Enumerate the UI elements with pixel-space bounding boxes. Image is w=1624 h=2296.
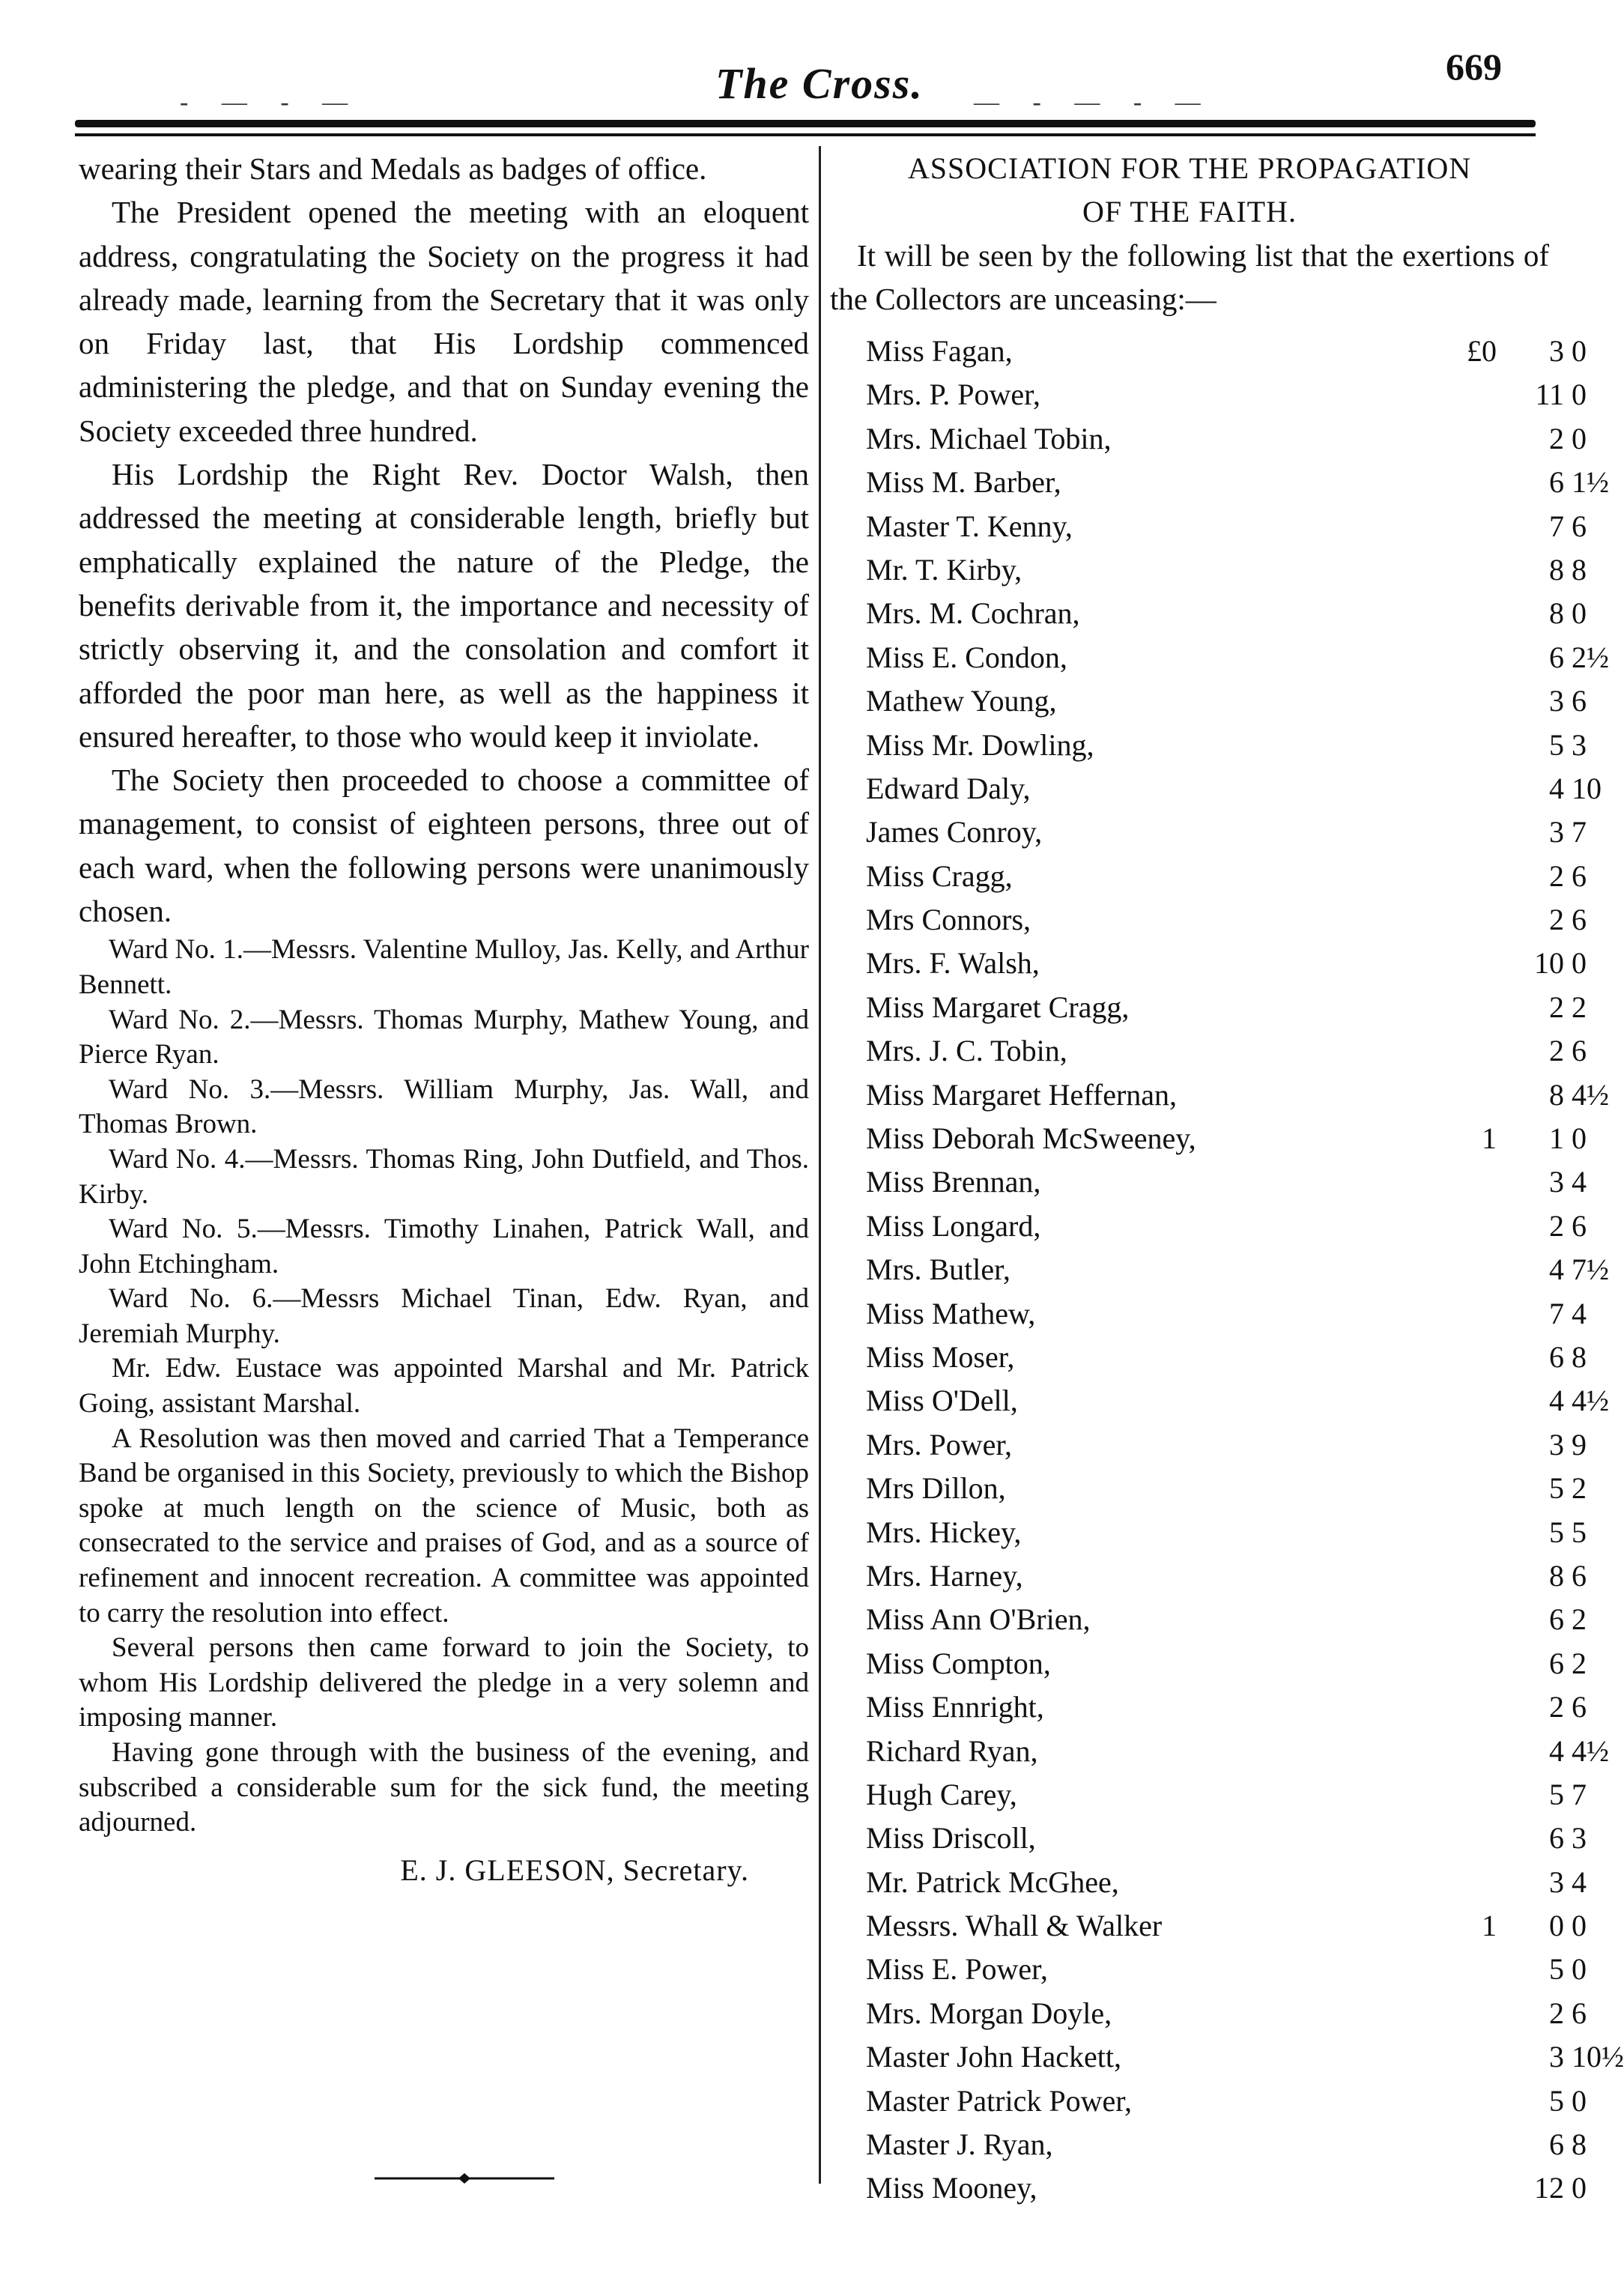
- donor-shillings: 3: [1549, 684, 1564, 718]
- donor-shillings: 5: [1549, 727, 1564, 762]
- donor-name: Mathew Young,: [866, 684, 1057, 718]
- donor-name: Mrs. Butler,: [866, 1252, 1011, 1287]
- donor-shillings: 4: [1549, 771, 1564, 805]
- donor-name: Mrs. F. Walsh,: [866, 946, 1040, 981]
- donor-row: [830, 636, 1609, 679]
- donor-name: Mrs. Morgan Doyle,: [866, 1996, 1112, 2030]
- donor-name: Miss Brennan,: [866, 1165, 1041, 1199]
- association-intro: It will be seen by the following list that the exertions of the Collectors are unceasing:—: [830, 238, 1549, 316]
- donor-shillings: 4: [1549, 1252, 1564, 1287]
- donor-shillings: 3: [1549, 815, 1564, 849]
- ward-committee: Ward No. 4.—Messrs. Thomas Ring, John Dutfield, and Thos. Kirby.: [79, 1143, 809, 1210]
- donor-shillings: 2: [1549, 1690, 1564, 1724]
- donor-shillings: 6: [1549, 1339, 1564, 1374]
- donor-pence: 1½: [1572, 465, 1609, 500]
- donor-pounds: 1: [1482, 1909, 1497, 1943]
- donor-shillings: 8: [1549, 1077, 1564, 1112]
- donor-row: [830, 1904, 1587, 1948]
- donor-name: Mr. T. Kirby,: [866, 552, 1022, 587]
- donor-shillings: 8: [1549, 552, 1564, 587]
- ward-committee: Ward No. 5.—Messrs. Timothy Linahen, Patrick Wall, and John Etchingham.: [79, 1214, 809, 1279]
- donor-name: Miss O'Dell,: [866, 1384, 1018, 1418]
- donor-shillings: 3: [1549, 1427, 1564, 1461]
- donor-name: Miss Ennright,: [866, 1690, 1044, 1724]
- article-paragraph: Several persons then came forward to join the Society, to whom His Lordship delivered the pledge in a very solemn and imposing manner.: [79, 1632, 809, 1733]
- donor-name: Miss Longard,: [866, 1208, 1041, 1243]
- donor-pounds: 1: [1482, 1121, 1497, 1156]
- donor-name: Miss Ann O'Brien,: [866, 1602, 1091, 1637]
- donor-name: Mrs Dillon,: [866, 1471, 1006, 1506]
- donor-name: Miss M. Barber,: [866, 465, 1061, 500]
- donor-shillings: 5: [1549, 2083, 1564, 2118]
- donor-row: [830, 1248, 1609, 1291]
- donor-shillings: 7: [1549, 509, 1564, 543]
- donor-shillings: 5: [1549, 1952, 1564, 1987]
- donor-row: [830, 1511, 1587, 1554]
- donor-pence: 5: [1572, 1515, 1587, 1549]
- donor-pence: 6: [1572, 1996, 1587, 2030]
- ward-committee: Ward No. 2.—Messrs. Thomas Murphy, Mathew Young, and Pierce Ryan.: [79, 1004, 809, 1070]
- donor-name: Mrs. P. Power,: [866, 378, 1040, 412]
- donor-shillings: 10: [1534, 946, 1564, 981]
- donor-row: [830, 1730, 1609, 1773]
- donor-name: Mr. Patrick McGhee,: [866, 1865, 1119, 1899]
- donor-row: [830, 2080, 1587, 2123]
- donor-row: [830, 767, 1602, 811]
- donor-row: [830, 986, 1587, 1029]
- donor-pence: 2½: [1572, 640, 1609, 674]
- donor-pence: 6: [1572, 903, 1587, 937]
- donor-shillings: 3: [1549, 1165, 1564, 1199]
- donor-shillings: 4: [1549, 1384, 1564, 1418]
- donor-row: [830, 1773, 1587, 1817]
- donor-pence: 8: [1572, 2127, 1587, 2162]
- donor-shillings: 2: [1549, 1034, 1564, 1068]
- donor-name: Miss Mooney,: [866, 2171, 1037, 2205]
- donor-pence: 6: [1572, 1690, 1587, 1724]
- donor-shillings: 12: [1534, 2171, 1564, 2205]
- donor-shillings: 0: [1549, 1909, 1564, 1943]
- donor-row: [830, 679, 1587, 723]
- donor-name: Hugh Carey,: [866, 1777, 1017, 1811]
- association-title-line1: ASSOCIATION FOR THE PROPAGATION: [907, 151, 1472, 185]
- donor-row: [830, 2123, 1587, 2166]
- donor-row: [830, 1073, 1609, 1117]
- donor-pence: 0: [1572, 334, 1587, 368]
- ward-committee: Ward No. 6.—Messrs Michael Tinan, Edw. Ryan, and Jeremiah Murphy.: [79, 1283, 809, 1349]
- donor-shillings: 2: [1549, 990, 1564, 1024]
- donor-name: Miss Margaret Heffernan,: [866, 1077, 1178, 1112]
- donor-shillings: 5: [1549, 1515, 1564, 1549]
- page-header: [0, 0, 1612, 142]
- donor-shillings: 6: [1549, 1821, 1564, 1856]
- donor-row: [830, 1117, 1587, 1160]
- donor-row: [830, 2035, 1624, 2079]
- donor-pence: 0: [1572, 1909, 1587, 1943]
- donor-shillings: 1: [1549, 1121, 1564, 1156]
- donor-row: [830, 505, 1587, 548]
- donor-pence: 10½: [1572, 2040, 1624, 2074]
- donor-shillings: 6: [1549, 640, 1564, 674]
- donor-row: [830, 724, 1587, 767]
- article-paragraph: Mr. Edw. Eustace was appointed Marshal and Mr. Patrick Going, assistant Marshal.: [79, 1353, 809, 1420]
- donor-row: [830, 1292, 1587, 1336]
- donor-pence: 2: [1572, 1471, 1587, 1506]
- header-rule-dashes-left: - — - —: [180, 88, 362, 116]
- page-number: 669: [1446, 46, 1502, 88]
- donor-shillings: 6: [1549, 1602, 1564, 1637]
- donor-name: Miss Fagan,: [866, 334, 1013, 368]
- donor-row: [830, 898, 1587, 942]
- donor-row: [830, 461, 1609, 504]
- donor-shillings: 3: [1549, 334, 1564, 368]
- donor-row: [830, 1205, 1587, 1248]
- donor-name: Messrs. Whall & Walker: [866, 1909, 1163, 1943]
- donor-name: Mrs. M. Cochran,: [866, 596, 1080, 631]
- donor-row: [830, 1598, 1587, 1641]
- left-column: [79, 147, 809, 1893]
- donor-shillings: 8: [1549, 596, 1564, 631]
- donor-name: Mrs. Michael Tobin,: [866, 421, 1112, 455]
- donor-shillings: 2: [1549, 1996, 1564, 2030]
- donor-name: Miss Moser,: [866, 1339, 1015, 1374]
- donor-name: Master Patrick Power,: [866, 2083, 1132, 2118]
- donor-pence: 6: [1572, 858, 1587, 893]
- donor-pence: 4: [1572, 1865, 1587, 1899]
- donor-pence: 2: [1572, 1602, 1587, 1637]
- donor-row: [830, 592, 1587, 635]
- ward-committee: Ward No. 3.—Messrs. William Murphy, Jas. Wall, and Thomas Brown.: [79, 1073, 809, 1140]
- article-paragraph: His Lordship the Right Rev. Doctor Walsh, then addressed the meeting at considerable length, briefly but emphatically explained the nature of the Pledge, the benefits derivable from it, the importance and necessity of strictly observing it, and the consolation and comfort it afforded the poor man here, as well as the happiness it ensured hereafter, to those who would keep it inviolate.: [79, 457, 809, 754]
- donor-name: Mrs. J. C. Tobin,: [866, 1034, 1067, 1068]
- donor-name: Master T. Kenny,: [866, 509, 1073, 543]
- donor-pence: 6: [1572, 684, 1587, 718]
- donor-row: [830, 417, 1587, 461]
- donor-shillings: 5: [1549, 1777, 1564, 1811]
- donor-pence: 4: [1572, 1296, 1587, 1330]
- donor-shillings: 4: [1549, 1733, 1564, 1768]
- donor-pence: 4½: [1572, 1733, 1609, 1768]
- donor-name: Miss E. Power,: [866, 1952, 1048, 1987]
- right-column: [830, 147, 1624, 2211]
- article-paragraph: Having gone through with the business of the evening, and subscribed a considerable sum for the sick fund, the meeting adjourned.: [79, 1737, 809, 1838]
- ward-committee: Ward No. 1.—Messrs. Valentine Mulloy, Jas. Kelly, and Arthur Bennett.: [79, 934, 809, 1000]
- donor-shillings: 5: [1549, 1471, 1564, 1506]
- page-title: The Cross.: [715, 59, 924, 108]
- donor-name: Master J. Ryan,: [866, 2127, 1053, 2162]
- article-paragraph: A Resolution was then moved and carried That a Temperance Band be organised in this Society, previously to which the Bishop spoke at much length on the science of Music, both as consecrated to the service and praises of God, and as a source of refinement and innocent recreation. A committee was appointed to carry the resolution into effect.: [79, 1423, 809, 1629]
- donor-pence: 6: [1572, 1208, 1587, 1243]
- donor-pence: 0: [1572, 2083, 1587, 2118]
- donor-pence: 4: [1572, 1165, 1587, 1199]
- donor-pence: 0: [1572, 1121, 1587, 1156]
- donor-name: Miss Cragg,: [866, 858, 1013, 893]
- donor-shillings: 2: [1549, 1208, 1564, 1243]
- donor-name: Miss E. Condon,: [866, 640, 1067, 674]
- column-divider: [819, 146, 821, 2184]
- header-thin-rule: [75, 133, 1536, 136]
- donor-row: [830, 1336, 1587, 1379]
- article-paragraph: The President opened the meeting with an eloquent address, congratulating the Society on the progress it had already made, learning from the Secretary that it was only on Friday last, that His Lordship commenced administering the pledge, and that on Sunday evening the Society exceeded three hundred.: [79, 195, 809, 448]
- donor-shillings: 7: [1549, 1296, 1564, 1330]
- donor-pence: 2: [1572, 990, 1587, 1024]
- donor-name: Edward Daly,: [866, 771, 1031, 805]
- donor-row: [830, 1467, 1587, 1510]
- donor-shillings: 3: [1549, 1865, 1564, 1899]
- donor-name: Miss Mr. Dowling,: [866, 727, 1094, 762]
- donor-name: James Conroy,: [866, 815, 1043, 849]
- donor-row: [830, 1029, 1587, 1073]
- donor-pence: 8: [1572, 1339, 1587, 1374]
- donor-row: [830, 1992, 1587, 2035]
- donor-pence: 7: [1572, 815, 1587, 849]
- donor-name: Miss Margaret Cragg,: [866, 990, 1130, 1024]
- donor-name: Miss Compton,: [866, 1646, 1051, 1680]
- ornament-divider: [375, 2171, 554, 2186]
- donor-row: [830, 2166, 1587, 2210]
- article-paragraph: wearing their Stars and Medals as badges of office.: [79, 151, 707, 186]
- article-paragraph: The Society then proceeded to choose a committee of management, to consist of eighteen persons, three out of each ward, when the following persons were unanimously chosen.: [79, 763, 809, 929]
- donor-row: [830, 942, 1587, 985]
- donor-name: Miss Deborah McSweeney,: [866, 1121, 1196, 1156]
- donor-pence: 7: [1572, 1777, 1587, 1811]
- donor-pence: 2: [1572, 1646, 1587, 1680]
- donor-row: [830, 1642, 1587, 1685]
- donor-name: Mrs. Power,: [866, 1427, 1013, 1461]
- donor-name: Miss Driscoll,: [866, 1821, 1036, 1856]
- donor-shillings: 6: [1549, 1646, 1564, 1680]
- donor-row: [830, 811, 1587, 854]
- donor-pence: 0: [1572, 421, 1587, 455]
- donor-pence: 8: [1572, 552, 1587, 587]
- association-title: [830, 147, 1549, 234]
- donor-shillings: 6: [1549, 2127, 1564, 2162]
- donor-name: Mrs. Harney,: [866, 1558, 1023, 1593]
- donor-row: [830, 1379, 1609, 1423]
- donor-row: [830, 1685, 1587, 1729]
- donor-row: [830, 1160, 1587, 1204]
- donor-row: [830, 1554, 1587, 1598]
- donor-shillings: 11: [1535, 378, 1564, 412]
- donor-row: [830, 1817, 1587, 1860]
- donor-name: Richard Ryan,: [866, 1733, 1038, 1768]
- donor-shillings: 2: [1549, 903, 1564, 937]
- donor-pence: 0: [1572, 596, 1587, 631]
- donor-pence: 3: [1572, 1821, 1587, 1856]
- donor-pence: 4½: [1572, 1384, 1609, 1418]
- donor-row: [830, 855, 1587, 898]
- donor-pence: 6: [1572, 1034, 1587, 1068]
- donor-pence: 0: [1572, 378, 1587, 412]
- header-rule-dashes-right: — - — - —: [974, 88, 1214, 116]
- donor-name: Miss Mathew,: [866, 1296, 1036, 1330]
- donor-pence: 6: [1572, 509, 1587, 543]
- header-thick-rule: [75, 120, 1536, 127]
- donor-name: Master John Hackett,: [866, 2040, 1122, 2074]
- donor-row: [830, 1423, 1587, 1467]
- donor-shillings: 3: [1549, 2040, 1564, 2074]
- donor-pence: 10: [1572, 771, 1602, 805]
- donor-shillings: 2: [1549, 421, 1564, 455]
- donor-pence: 0: [1572, 2171, 1587, 2205]
- donor-row: [830, 1861, 1587, 1904]
- donor-shillings: 6: [1549, 465, 1564, 500]
- donor-row: [830, 373, 1587, 417]
- secretary-signature: E. J. GLEESON, Secretary.: [400, 1853, 749, 1887]
- donor-list: [830, 330, 1624, 2211]
- donor-row: [830, 1948, 1587, 1991]
- donor-name: Mrs Connors,: [866, 903, 1031, 937]
- donor-pence: 4½: [1572, 1077, 1609, 1112]
- donor-pence: 9: [1572, 1427, 1587, 1461]
- donor-pence: 0: [1572, 1952, 1587, 1987]
- donor-pence: 3: [1572, 727, 1587, 762]
- donor-shillings: 2: [1549, 858, 1564, 893]
- association-title-line2: OF THE FAITH.: [1082, 195, 1297, 228]
- donor-row: [830, 330, 1587, 373]
- donor-pence: 6: [1572, 1558, 1587, 1593]
- donor-row: [830, 548, 1587, 592]
- donor-pounds: £0: [1467, 334, 1497, 368]
- donor-pence: 7½: [1572, 1252, 1609, 1287]
- donor-shillings: 8: [1549, 1558, 1564, 1593]
- donor-name: Mrs. Hickey,: [866, 1515, 1022, 1549]
- donor-pence: 0: [1572, 946, 1587, 981]
